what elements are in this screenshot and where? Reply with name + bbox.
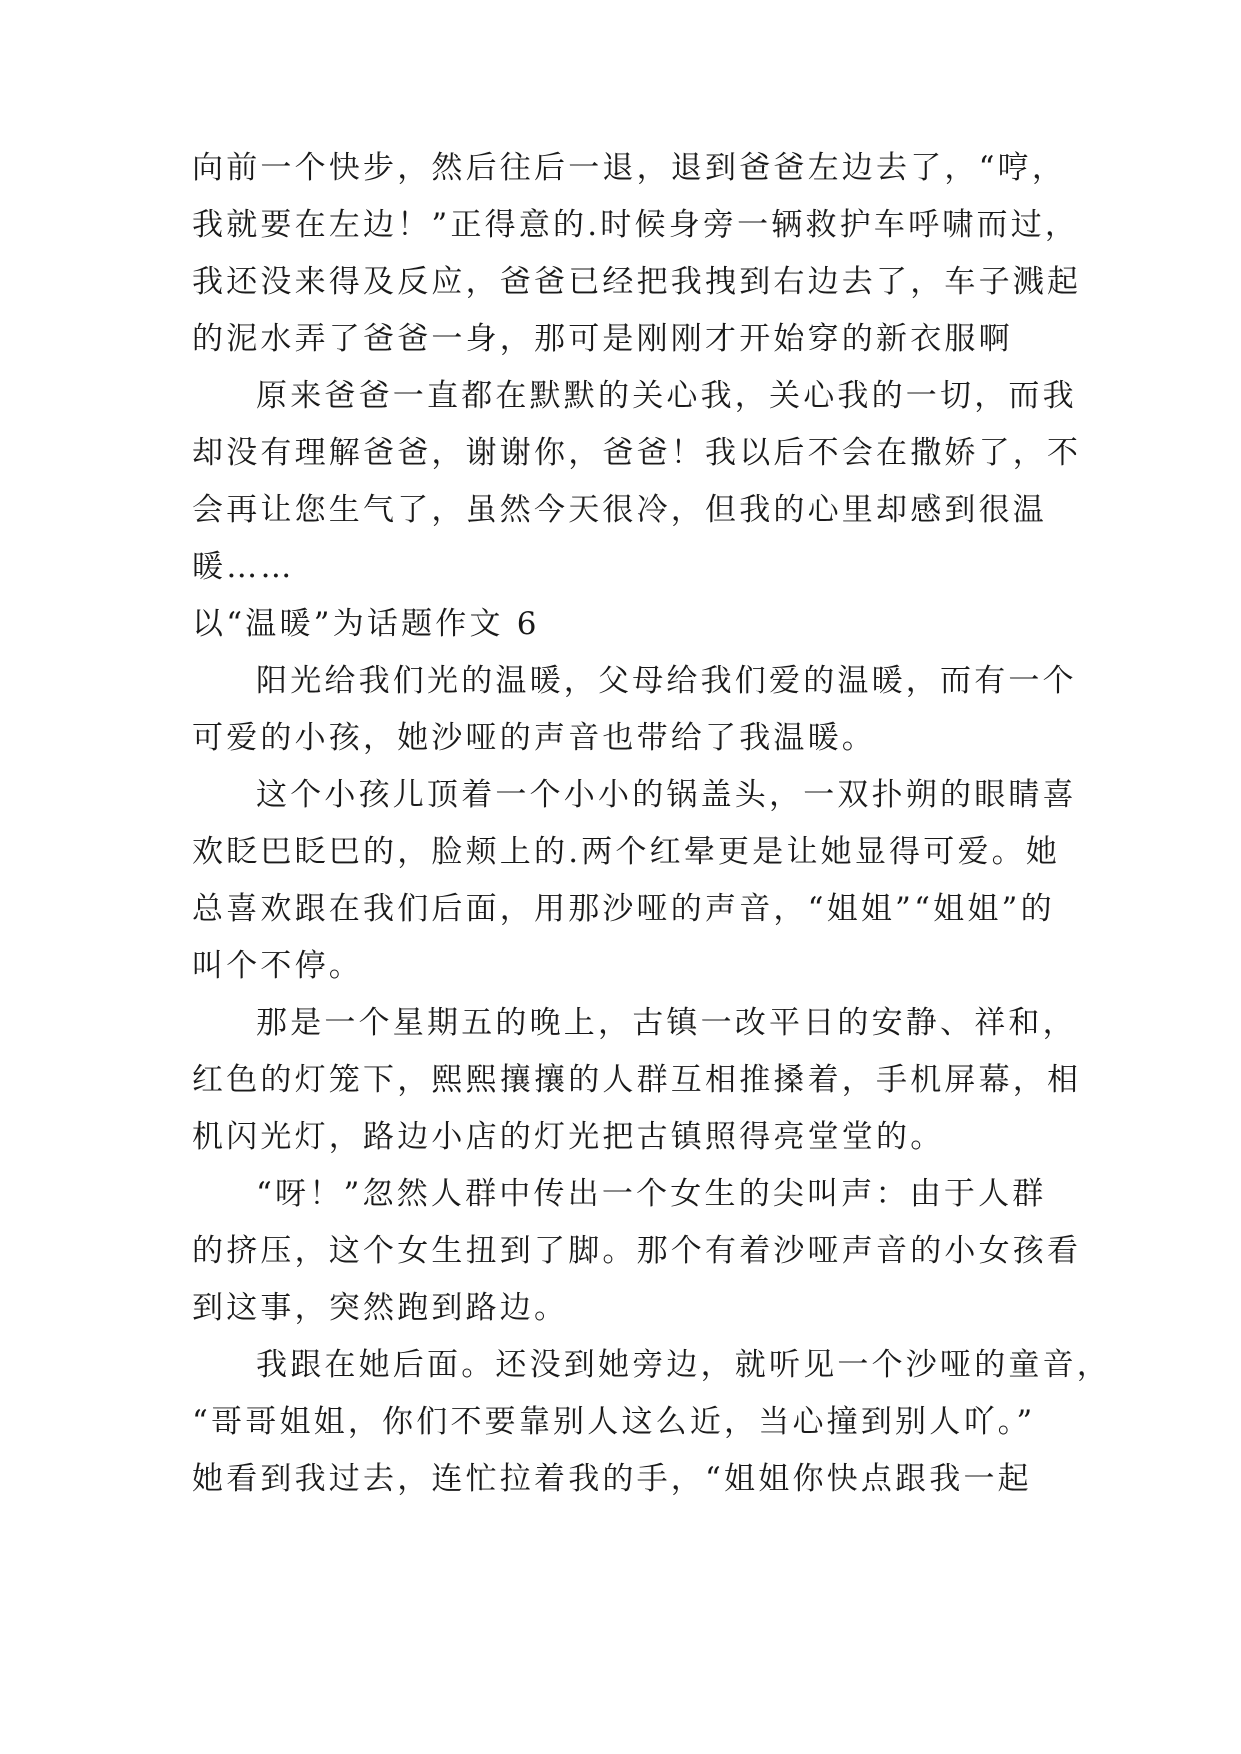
text-line: 暖…… [192,549,295,585]
text-line: 阳光给我们光的温暖，父母给我们爱的温暖，而有一个 [256,663,1077,699]
text-line: 向前一个快步，然后往后一退，退到爸爸左边去了，“哼， [192,150,1067,186]
text-line: 原来爸爸一直都在默默的关心我，关心我的一切，而我 [256,378,1077,414]
text-line: 的挤压，这个女生扭到了脚。那个有着沙哑声音的小女孩看 [192,1233,1082,1269]
text-line: 我就要在左边！”正得意的.时候身旁一辆救护车呼啸而过， [192,207,1080,243]
text-line: “哥哥姐姐，你们不要靠别人这么近，当心撞到别人吖。” [192,1404,1036,1440]
text-line: 却没有理解爸爸，谢谢你，爸爸！我以后不会在撒娇了，不 [192,435,1082,471]
text-line: 那是一个星期五的晚上，古镇一改平日的安静、祥和， [256,1005,1077,1041]
text-line: 她看到我过去，连忙拉着我的手，“姐姐你快点跟我一起 [192,1461,1032,1497]
text-line: 我还没来得及反应，爸爸已经把我拽到右边去了，车子溅起 [192,264,1082,300]
text-line: 这个小孩儿顶着一个小小的锅盖头，一双扑朔的眼睛喜 [256,777,1077,813]
section-heading: 以“温暖”为话题作文 6 [192,606,540,642]
text-line: 可爱的小孩，她沙哑的声音也带给了我温暖。 [192,720,876,756]
text-line: 机闪光灯，路边小店的灯光把古镇照得亮堂堂的。 [192,1119,945,1155]
text-line: 的泥水弄了爸爸一身，那可是刚刚才开始穿的新衣服啊 [192,321,1013,357]
text-line: 红色的灯笼下，熙熙攘攘的人群互相推搡着，手机屏幕，相 [192,1062,1082,1098]
text-line: 我跟在她后面。还没到她旁边，就听见一个沙哑的童音， [256,1347,1111,1383]
text-line: “呀！”忽然人群中传出一个女生的尖叫声：由于人群 [256,1176,1047,1212]
text-line: 欢眨巴眨巴的，脸颊上的.两个红晕更是让她显得可爱。她 [192,834,1061,870]
text-line: 会再让您生气了，虽然今天很冷，但我的心里却感到很温 [192,492,1047,528]
text-line: 到这事，突然跑到路边。 [192,1290,569,1326]
text-line: 叫个不停。 [192,948,363,984]
text-line: 总喜欢跟在我们后面，用那沙哑的声音，“姐姐”“姐姐”的 [192,891,1055,927]
